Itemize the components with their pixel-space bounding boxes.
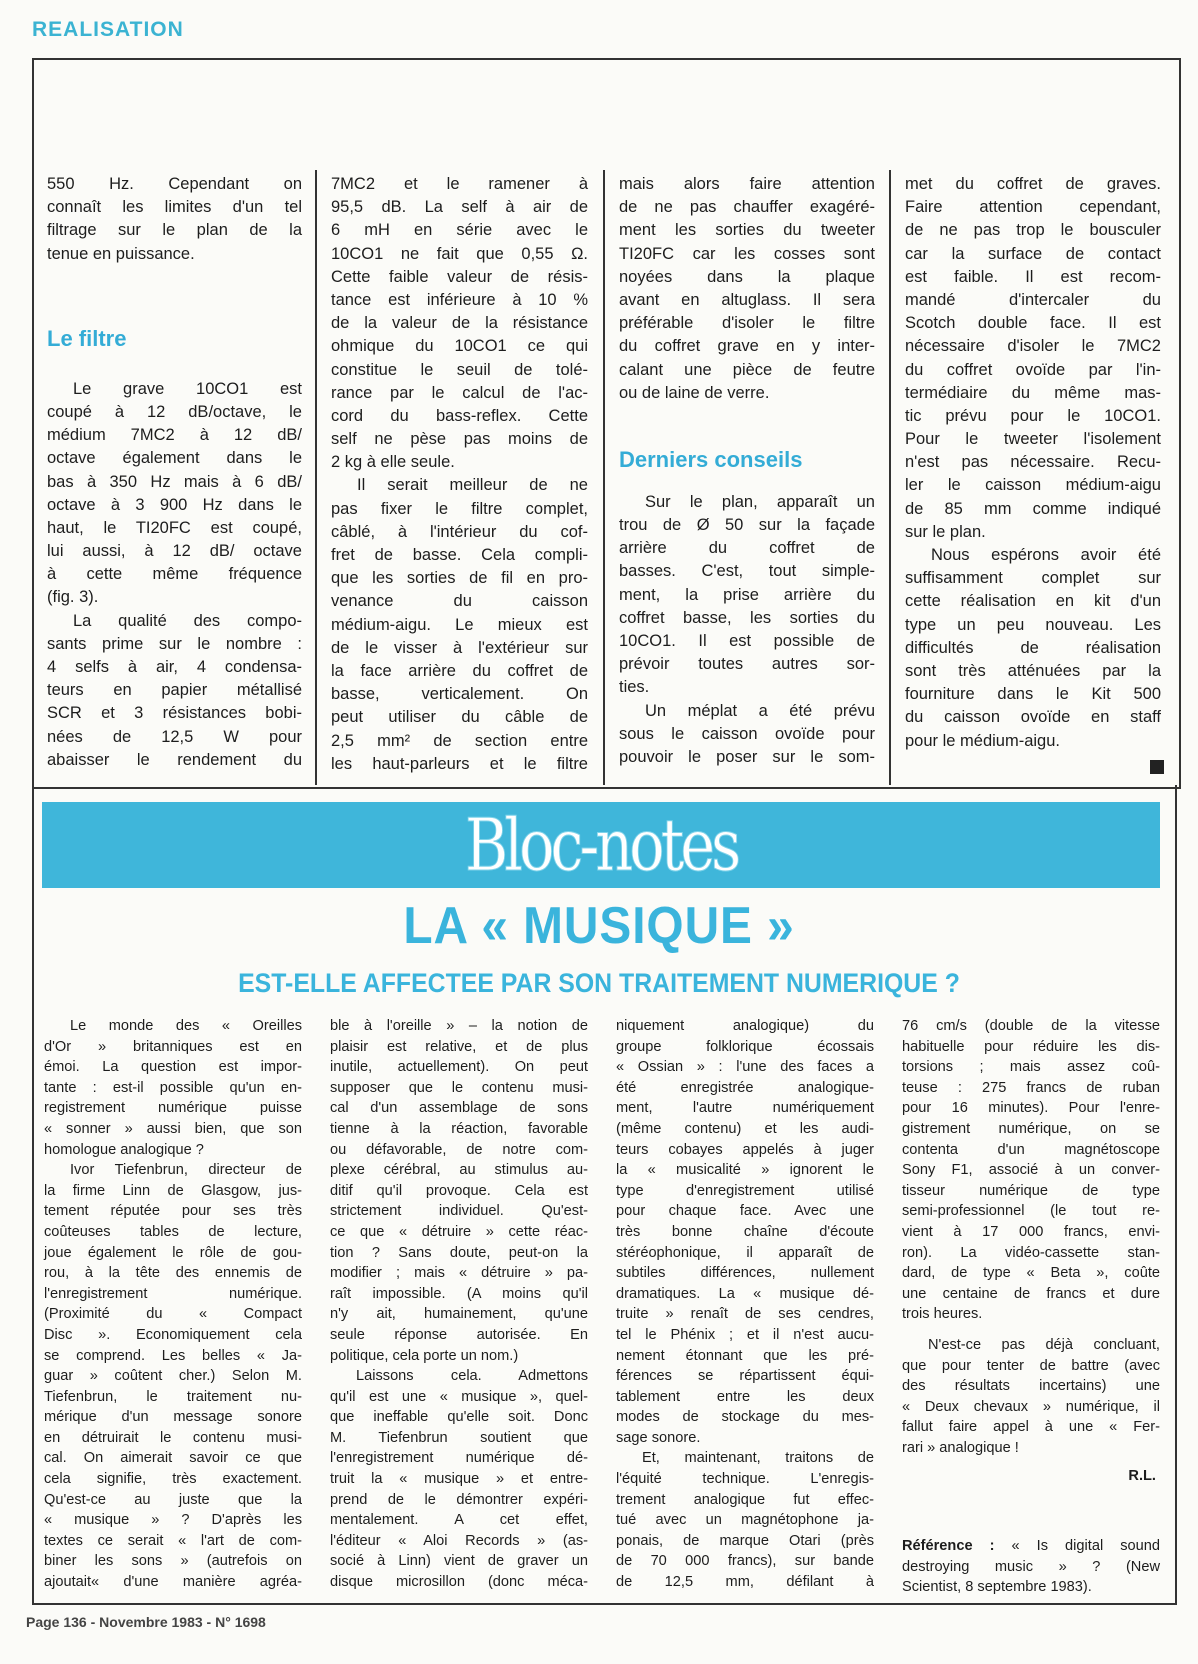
- text-line: basses. C'est, tout simple-: [619, 562, 875, 581]
- text-line: férences se répartissent équi-: [616, 1368, 874, 1385]
- text-line: truit la « musique » et entre-: [330, 1471, 588, 1488]
- text-line: mais alors faire attention: [619, 175, 875, 193]
- text-line: la « musicalité » ignorent le: [616, 1162, 874, 1179]
- text-line: peut utiliser du câble de: [331, 708, 588, 727]
- text-line: pour 16 minutes). Pour l'enre-: [902, 1100, 1160, 1117]
- text-line: tance est inférieure à 10 %: [331, 290, 588, 309]
- text-line: tion ? Sans doute, peut-on la: [330, 1244, 588, 1261]
- text-line: nées de 12,5 W pour: [47, 727, 302, 746]
- text-line: Le grave 10CO1 est: [73, 379, 302, 398]
- text-line: de 85 mm comme indiqué: [905, 499, 1161, 518]
- text-line: suffisamment complet sur: [905, 569, 1161, 588]
- text-line: avant en altuglass. Il sera: [619, 290, 875, 309]
- text-line: niquement analogique) du: [616, 1018, 874, 1034]
- paragraph: [330, 1366, 588, 1593]
- paragraph: [616, 1448, 874, 1592]
- text-line: La qualité des compo-: [73, 611, 302, 630]
- text-line: ron). La vidéo-cassette stan-: [902, 1244, 1160, 1261]
- text-line: pas fixer le filtre complet,: [331, 499, 588, 518]
- text-line: de ne pas trop le bousculer: [905, 221, 1161, 240]
- text-line: l'enregistrement numérique.: [44, 1285, 302, 1302]
- text-line: bas à 350 Hz mais à 6 dB/: [47, 472, 302, 491]
- text-line: Et, maintenant, traitons de: [642, 1450, 874, 1467]
- text-line: l'éditeur « Aloi Records » (as-: [330, 1532, 588, 1549]
- text-line: trois heures.: [902, 1306, 983, 1323]
- text-line: N'est-ce pas déjà concluant,: [928, 1336, 1160, 1353]
- paragraph: [44, 1160, 302, 1592]
- text-line: cette réalisation en kit d'un: [905, 592, 1161, 611]
- text-line: câblé, à l'intérieur du cof-: [331, 522, 588, 541]
- text-line: dramatiques. La « musique dé-: [616, 1285, 874, 1302]
- text-line: des résultats incertains) une: [902, 1378, 1160, 1395]
- text-line: semi-professionnel (le tout re-: [902, 1203, 1160, 1220]
- text-line: l'enregistrement numérique dé-: [330, 1450, 588, 1467]
- text-line: de ne pas chauffer exagéré-: [619, 198, 875, 217]
- text-line: socié à Linn) vient de graver un: [330, 1553, 588, 1570]
- text-line: vient à 17 000 francs, envi-: [902, 1223, 1160, 1240]
- text-line: 10CO1. Il est possible de: [619, 632, 875, 650]
- text-line: gistrement numérique, on se: [902, 1120, 1160, 1137]
- paragraph: [616, 1016, 874, 1448]
- paragraph: [619, 173, 875, 405]
- text-line: tablement entre les deux: [616, 1388, 874, 1405]
- text-line: prévoir toutes autres sor-: [619, 655, 875, 674]
- text-line: Laissons cela. Admettons: [356, 1368, 588, 1385]
- text-line: raît impossible. (A moins qu'il: [330, 1285, 588, 1302]
- text-line: stéréophonique, il apparaît de: [616, 1244, 874, 1261]
- text-line: met du coffret de graves.: [905, 175, 1161, 193]
- text-line: 7MC2 et le ramener à: [331, 175, 588, 193]
- paragraph: [331, 474, 588, 775]
- text-line: ler le caisson médium-aigu: [905, 476, 1161, 495]
- reference-line: [902, 1536, 1160, 1557]
- text-line: politique, cela porte un nom.): [330, 1347, 519, 1364]
- text-line: termédiaire du même mas-: [905, 383, 1161, 402]
- text-line: ties.: [619, 678, 650, 697]
- paragraph: [905, 544, 1161, 753]
- text-line: trou de Ø 50 sur la façade: [619, 516, 875, 535]
- text-line: (même contenu) et les audi-: [616, 1120, 874, 1137]
- text-line: Scotch double face. Il est: [905, 314, 1161, 333]
- text-line: Ivor Tiefenbrun, directeur de: [70, 1162, 302, 1179]
- reference: [902, 1536, 1160, 1598]
- text-line: fret de basse. Cela compli-: [331, 546, 588, 564]
- text-line: joue également le rôle de gou-: [44, 1244, 302, 1261]
- text-line: cord du bass-reflex. Cette: [331, 406, 588, 425]
- text-line: rou, à la tête des ennemis de: [44, 1265, 302, 1282]
- text-line: de 12,5 mm, défilant à: [616, 1574, 874, 1591]
- reference-line: destroying music » ? (New: [902, 1558, 1160, 1575]
- text-line: coffret basse, les sorties du: [619, 608, 875, 627]
- text-line: de le visser à l'extérieur sur: [331, 638, 588, 657]
- text-line: tenue en puissance.: [47, 244, 195, 263]
- text-line: basse, verticalement. On: [331, 685, 588, 704]
- text-line: teurs en papier métallisé: [47, 681, 302, 700]
- text-line: torsions ; mais assez coû-: [902, 1059, 1160, 1076]
- end-of-article-mark: [1150, 760, 1164, 774]
- text-line: fourniture dans le Kit 500: [905, 685, 1161, 704]
- text-line: mentalement. A cet effet,: [330, 1512, 588, 1529]
- text-line: très bonne chaîne d'écoute: [616, 1223, 874, 1240]
- paragraph: [902, 1335, 1160, 1459]
- paragraph: [47, 173, 302, 266]
- text-line: ou défavorable, de notre com-: [330, 1141, 588, 1158]
- paragraph: [905, 173, 1161, 544]
- text-line: biner les sons » (autrefois on: [44, 1553, 302, 1570]
- text-line: constitue le seuil de tolé-: [331, 360, 588, 379]
- text-line: coupé à 12 dB/octave, le: [47, 402, 302, 421]
- text-line: coûteuses tables de lecture,: [44, 1223, 302, 1240]
- text-line: du coffret grave en y inter-: [619, 337, 875, 356]
- text-line: préférable d'isoler le filtre: [619, 314, 875, 333]
- text-line: ajoutait« d'une manière agréa-: [44, 1574, 302, 1591]
- text-line: pouvoir le poser sur le som-: [619, 747, 875, 766]
- text-line: homologue analogique ?: [44, 1141, 204, 1158]
- text-line: ment, la prise arrière du: [619, 585, 875, 604]
- text-line: arrière du coffret de: [619, 539, 875, 558]
- column-divider: [315, 170, 317, 785]
- text-line: sage sonore.: [616, 1429, 701, 1446]
- section-heading: Le filtre: [47, 325, 127, 351]
- text-line: ment, l'autre numériquement: [616, 1100, 874, 1117]
- text-line: SCR et 3 résistances bobi-: [47, 704, 302, 723]
- text-line: truite » renaît de ses cendres,: [616, 1306, 874, 1323]
- text-line: calant une pièce de feutre: [619, 360, 875, 379]
- section-label: REALISATION: [32, 18, 184, 41]
- text-line: que pour tenter de battre (avec: [902, 1357, 1160, 1374]
- author-signature: R.L.: [1128, 1468, 1156, 1485]
- text-line: disque microsillon (donc méca-: [330, 1574, 588, 1591]
- text-line: Sony F1, associé à un conver-: [902, 1162, 1160, 1179]
- text-line: 10CO1 ne fait que 0,55 Ω.: [331, 244, 588, 263]
- text-line: self ne pèse pas moins de: [331, 430, 588, 449]
- text-line: textes ce serait « l'art de com-: [44, 1532, 302, 1549]
- text-line: tic prévu pour le 10CO1.: [905, 406, 1161, 425]
- text-line: connaît les limites d'un tel: [47, 198, 302, 217]
- text-line: émoi. La question est impor-: [44, 1059, 302, 1076]
- paragraph: [619, 491, 875, 700]
- reference-line: Scientist, 8 septembre 1983).: [902, 1579, 1092, 1596]
- paragraph: [330, 1016, 588, 1366]
- text-line: 76 cm/s (double de la vitesse: [902, 1018, 1160, 1034]
- paragraph: [47, 378, 302, 610]
- text-line: une centaine de francs et dure: [902, 1285, 1160, 1302]
- text-line: médium-aigu. Le mieux est: [331, 615, 588, 634]
- reference-text: « Is digital sound: [994, 1538, 1160, 1554]
- text-line: octave à 3 900 Hz dans le: [47, 495, 302, 514]
- text-line: lui aussi, à 12 dB/ octave: [47, 542, 302, 561]
- text-line: ou de laine de verre.: [619, 383, 770, 402]
- text-line: sants prime sur le nombre :: [47, 634, 302, 653]
- text-line: difficultés de réalisation: [905, 638, 1161, 657]
- banner-title: Bloc-notes: [464, 803, 738, 887]
- paragraph: [47, 610, 302, 772]
- text-line: de la valeur de la résistance: [331, 314, 588, 333]
- text-line: est faible. Il est recom-: [905, 267, 1161, 286]
- paragraph: [331, 173, 588, 474]
- text-line: que ineffable qu'elle soit. Donc: [330, 1409, 588, 1426]
- text-line: 95,5 dB. La self à air de: [331, 198, 588, 217]
- text-line: contenta d'un magnétoscope: [902, 1141, 1160, 1158]
- text-line: 2 kg à elle seule.: [331, 453, 455, 472]
- section-heading: Derniers conseils: [619, 446, 803, 472]
- text-line: de 70 000 francs), sur bande: [616, 1553, 874, 1570]
- paragraph: [902, 1016, 1160, 1325]
- text-line: tisseur numérique de type: [902, 1182, 1160, 1199]
- text-line: Un méplat a été prévu: [645, 701, 875, 720]
- text-line: groupe folklorique écossais: [616, 1038, 874, 1055]
- text-line: n'est pas nécessaire. Recu-: [905, 453, 1161, 472]
- text-line: tante : est-il possible qu'un en-: [44, 1079, 302, 1096]
- text-line: ditif qu'il provoque. Cela est: [330, 1182, 588, 1199]
- text-line: (fig. 3).: [47, 588, 99, 607]
- text-line: trement analogique fut effec-: [616, 1491, 874, 1508]
- text-line: cal d'un assemblage de sons: [330, 1100, 588, 1117]
- text-line: tienne à la réaction, favorable: [330, 1120, 588, 1137]
- reference-label: Référence :: [902, 1538, 995, 1554]
- text-line: Qu'est-ce au juste que la: [44, 1491, 302, 1508]
- text-line: teuse : 275 francs de ruban: [902, 1079, 1160, 1096]
- paragraph: [44, 1016, 302, 1160]
- text-line: Sur le plan, apparaît un: [645, 492, 875, 511]
- text-line: Nous espérons avoir été: [931, 546, 1161, 564]
- text-line: inutile, actuellement). On peut: [330, 1059, 588, 1076]
- text-line: pour chaque face. Avec une: [616, 1203, 874, 1220]
- text-line: supposer que le contenu musi-: [330, 1079, 588, 1096]
- text-line: rance par le calcul de l'ac-: [331, 383, 588, 402]
- text-line: venance du caisson: [331, 592, 588, 611]
- text-line: nement étonnant que les pré-: [616, 1347, 874, 1364]
- text-line: 550 Hz. Cependant on: [47, 175, 302, 193]
- text-line: ble à l'oreille » – la notion de: [330, 1018, 588, 1034]
- text-line: strictement individuel. Qu'est-: [330, 1203, 588, 1220]
- text-line: 2,5 mm² de section entre: [331, 731, 588, 750]
- text-line: plaisir est relative, et de plus: [330, 1038, 588, 1055]
- text-line: rari » analogique !: [902, 1439, 1019, 1456]
- text-line: modifier ; mais « détruire » pa-: [330, 1265, 588, 1282]
- text-line: haut, le TI20FC est coupé,: [47, 518, 302, 537]
- text-line: « musique » ? D'après les: [44, 1512, 302, 1529]
- text-line: abaisser le rendement du: [47, 750, 302, 769]
- text-line: la face arrière du coffret de: [331, 661, 588, 680]
- text-line: que les sorties de fil en pro-: [331, 569, 588, 588]
- text-line: nécessaire d'isoler le 7MC2: [905, 337, 1161, 356]
- text-line: Tiefenbrun, le traitement nu-: [44, 1388, 302, 1405]
- text-line: type d'enregistrement utilisé: [616, 1182, 874, 1199]
- text-line: ponais, de marque Otari (près: [616, 1532, 874, 1549]
- text-line: sont très atténuées par la: [905, 661, 1161, 680]
- text-line: 4 selfs à air, 4 condensa-: [47, 658, 302, 676]
- text-line: TI20FC car les cosses sont: [619, 244, 875, 263]
- text-line: guar » coûtent cher.) Selon M.: [44, 1368, 302, 1385]
- text-line: M. Tiefenbrun soutient que: [330, 1429, 588, 1446]
- text-line: « sonner » aussi bien, que son: [44, 1120, 302, 1137]
- text-line: (Proximité du « Compact: [44, 1306, 302, 1323]
- text-line: Disc ». Economiquement cela: [44, 1326, 302, 1343]
- text-line: type un peu nouveau. Les: [905, 615, 1161, 634]
- text-line: sous le caisson ovoïde pour: [619, 724, 875, 743]
- article-title: LA « MUSIQUE »: [403, 897, 795, 955]
- article-column: [331, 173, 588, 776]
- text-line: se comprend. Les belles « Ja-: [44, 1347, 302, 1364]
- article-column: [47, 173, 302, 772]
- text-line: octave également dans le: [47, 449, 302, 468]
- text-line: filtrage sur le plan de la: [47, 221, 302, 240]
- text-line: pour le médium-aigu.: [905, 731, 1060, 750]
- text-line: les haut-parleurs et le filtre: [331, 754, 588, 773]
- article-column: [44, 1016, 302, 1593]
- text-line: car la surface de contact: [905, 244, 1161, 263]
- column-divider: [889, 170, 891, 785]
- text-line: modes de stockage du mes-: [616, 1409, 874, 1426]
- text-line: d'Or » britanniques est en: [44, 1038, 302, 1055]
- text-line: du coffret ovoïde par l'in-: [905, 360, 1161, 379]
- text-line: médium 7MC2 à 12 dB/: [47, 426, 302, 445]
- text-line: ohmique du 10CO1 ce qui: [331, 337, 588, 356]
- text-line: dard, de type « Beta », coûte: [902, 1265, 1160, 1282]
- text-line: mandé d'intercaler du: [905, 290, 1161, 309]
- article-column: [902, 1016, 1160, 1484]
- text-line: Pour le tweeter l'isolement: [905, 430, 1161, 449]
- text-line: du caisson ovoïde en staff: [905, 708, 1161, 727]
- text-line: tué avec un magnétophone ja-: [616, 1512, 874, 1529]
- article-column: [616, 1016, 874, 1593]
- text-line: Le monde des « Oreilles: [70, 1018, 302, 1034]
- article-subtitle: EST-ELLE AFFECTEE PAR SON TRAITEMENT NUMERIQUE ?: [238, 968, 960, 998]
- text-line: 6 mH en série avec le: [331, 221, 588, 240]
- text-line: cela signifie, très exactement.: [44, 1471, 302, 1488]
- text-line: fallut faire appel à une « Fer-: [902, 1419, 1160, 1436]
- text-line: tement réputée pour ses très: [44, 1203, 302, 1220]
- article-column: [330, 1016, 588, 1593]
- text-line: prend de le démontrer expéri-: [330, 1491, 588, 1508]
- text-line: été enregistrée analogique-: [616, 1079, 874, 1096]
- text-line: « Deux chevaux » numérique, il: [902, 1398, 1160, 1415]
- article-column: [905, 173, 1161, 753]
- text-line: ce que « détruire » cette réac-: [330, 1223, 588, 1240]
- text-line: plexe cérébral, au stimulus au-: [330, 1162, 588, 1179]
- text-line: à cette même fréquence: [47, 565, 302, 584]
- text-line: l'équité technique. L'enregis-: [616, 1471, 874, 1488]
- text-line: noyées dans la plaque: [619, 267, 875, 286]
- page-footer: Page 136 - Novembre 1983 - N° 1698: [26, 1614, 266, 1630]
- article-column: [619, 173, 875, 769]
- text-line: Faire attention cependant,: [905, 198, 1161, 217]
- text-line: « Ossian » : l'une des faces a: [616, 1059, 874, 1076]
- text-line: qu'il est une « musique », quel-: [330, 1388, 588, 1405]
- text-line: seule réponse autorisée. En: [330, 1326, 588, 1343]
- text-line: la firme Linn de Glasgow, jus-: [44, 1182, 302, 1199]
- paragraph: [619, 700, 875, 770]
- text-line: Cette faible valeur de résis-: [331, 267, 588, 286]
- text-line: n'y ait, humainement, qu'une: [330, 1306, 588, 1323]
- text-line: registrement numérique puisse: [44, 1100, 302, 1117]
- text-line: cal. On aimerait savoir ce que: [44, 1450, 302, 1467]
- text-line: subtiles différences, nullement: [616, 1265, 874, 1282]
- text-line: tel le Phénix ; et il n'est aucu-: [616, 1326, 874, 1343]
- column-divider: [603, 170, 605, 785]
- text-line: teurs cobayes appelés à juger: [616, 1141, 874, 1158]
- text-line: mérique d'un message sonore: [44, 1409, 302, 1426]
- text-line: en détruirait le contenu musi-: [44, 1429, 302, 1446]
- bloc-notes-banner: [42, 802, 1160, 888]
- text-line: Il serait meilleur de ne: [357, 476, 588, 495]
- text-line: habituelle pour réduire les dis-: [902, 1038, 1160, 1055]
- text-line: ment les sorties du tweeter: [619, 221, 875, 240]
- text-line: sur le plan.: [905, 522, 986, 541]
